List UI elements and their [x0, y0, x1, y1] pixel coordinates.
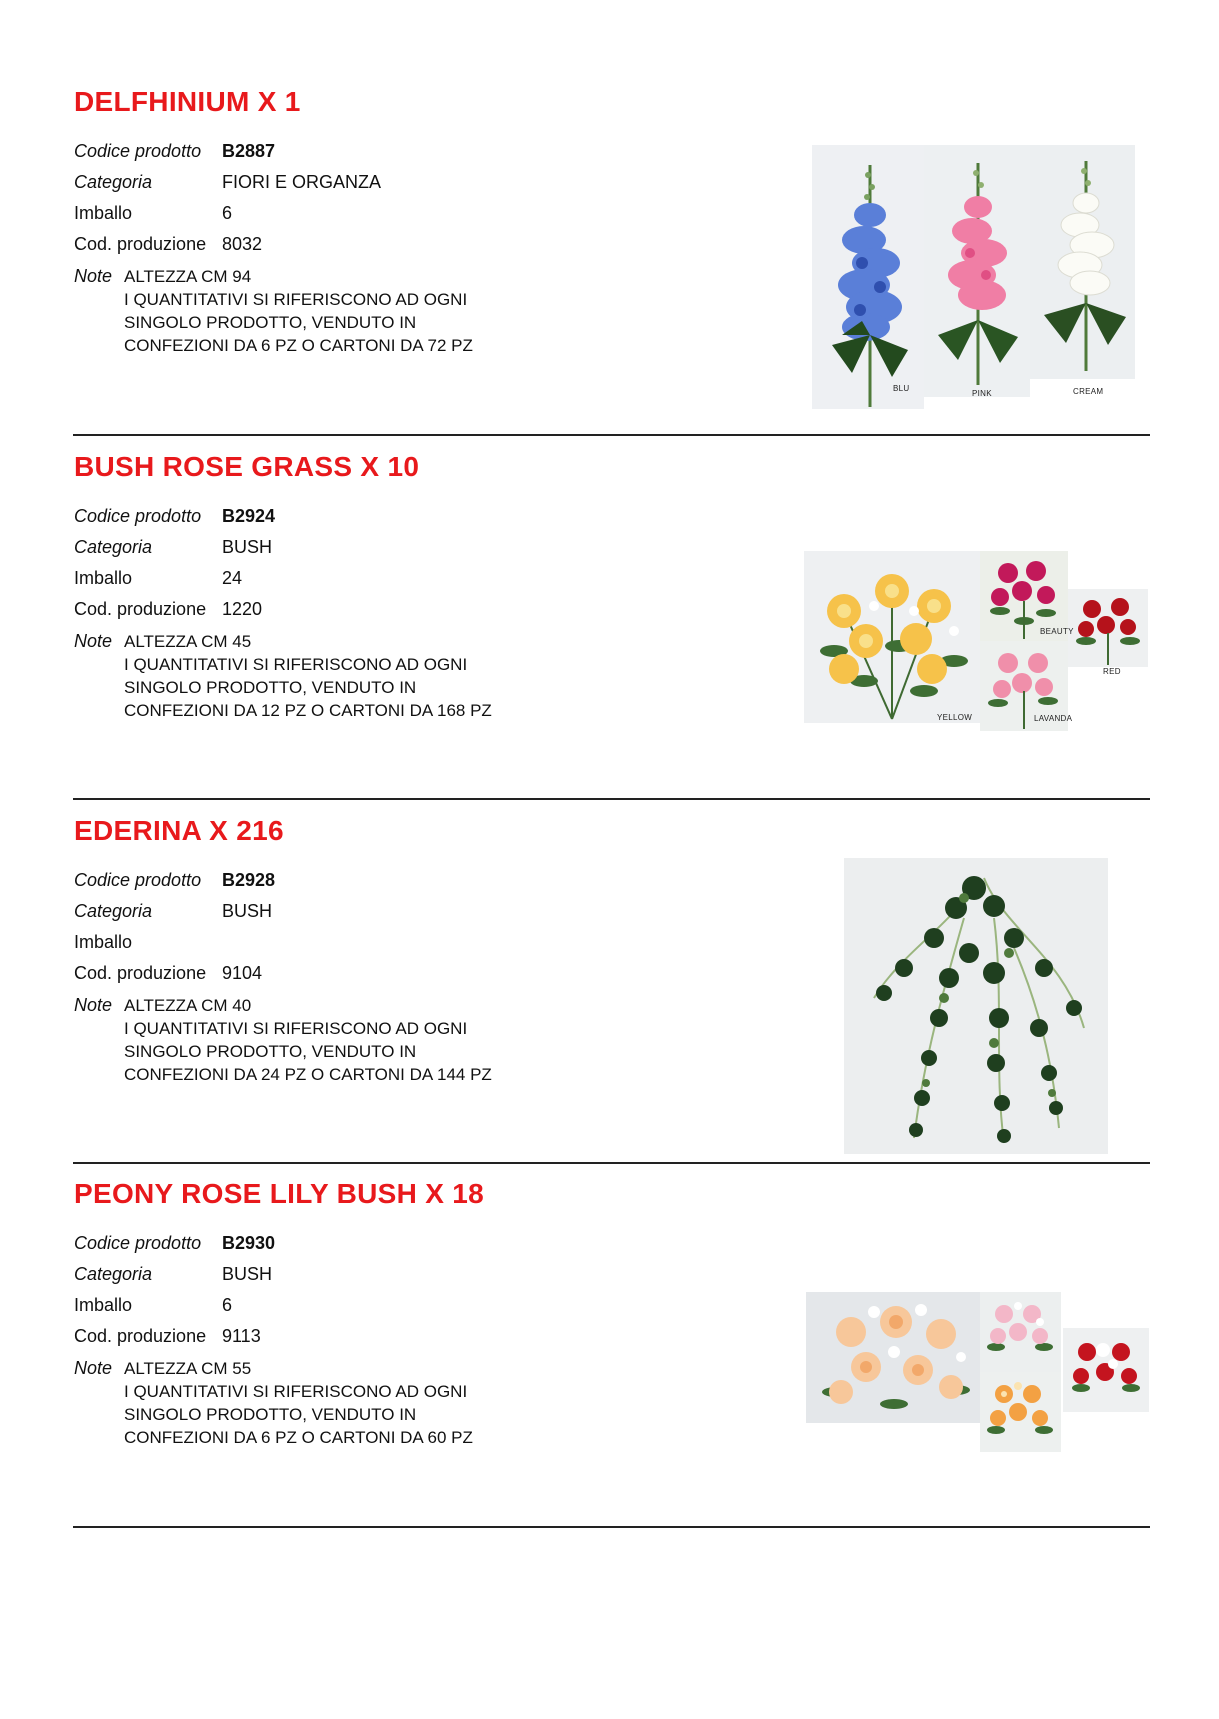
codice-label: Codice prodotto — [74, 141, 202, 161]
produzione-label: Cod. produzione — [74, 234, 207, 254]
categoria-label: Categoria — [74, 537, 153, 557]
note-line: ALTEZZA CM 40 — [124, 996, 252, 1015]
note-line: I QUANTITATIVI SI RIFERISCONO AD OGNI — [124, 1382, 468, 1401]
peony-photo-main — [806, 1292, 980, 1423]
imballo-label: Imballo — [74, 932, 133, 952]
caption-pink: PINK — [972, 389, 992, 398]
note-block — [74, 1357, 473, 1449]
imballo-value: 24 — [222, 568, 243, 588]
product-title: EDERINA X 216 — [74, 815, 284, 846]
imballo-label: Imballo — [74, 1295, 133, 1315]
codice-row — [74, 141, 275, 162]
product-title: DELFHINIUM X 1 — [74, 86, 301, 117]
note-block — [74, 265, 473, 357]
produzione-label: Cod. produzione — [74, 1326, 207, 1346]
note-line: I QUANTITATIVI SI RIFERISCONO AD OGNI — [124, 655, 468, 674]
note-label: Note — [74, 266, 113, 286]
codice-label: Codice prodotto — [74, 1233, 202, 1253]
note-line: I QUANTITATIVI SI RIFERISCONO AD OGNI — [124, 1019, 468, 1038]
codice-value: B2924 — [222, 506, 276, 526]
note-line: SINGOLO PRODOTTO, VENDUTO IN — [124, 1042, 417, 1061]
codice-row — [74, 870, 275, 891]
section-divider — [73, 434, 1150, 436]
categoria-row — [74, 537, 272, 558]
ederina-photo — [844, 858, 1108, 1154]
imballo-row — [74, 203, 232, 224]
delphinium-photo-pink — [924, 145, 1030, 397]
note-line: SINGOLO PRODOTTO, VENDUTO IN — [124, 1405, 417, 1424]
bush-rose-photo-red — [1068, 589, 1148, 667]
codice-value: B2887 — [222, 141, 276, 161]
codice-row — [74, 506, 275, 527]
categoria-label: Categoria — [74, 901, 153, 921]
note-line: CONFEZIONI DA 24 PZ O CARTONI DA 144 PZ — [124, 1065, 492, 1084]
note-line: SINGOLO PRODOTTO, VENDUTO IN — [124, 678, 417, 697]
caption-yellow: YELLOW — [937, 713, 973, 722]
note-line: SINGOLO PRODOTTO, VENDUTO IN — [124, 313, 417, 332]
product-title: PEONY ROSE LILY BUSH X 18 — [74, 1178, 485, 1209]
produzione-label: Cod. produzione — [74, 963, 207, 983]
imballo-value: 6 — [222, 1295, 233, 1315]
caption-beauty: BEAUTY — [1040, 627, 1074, 636]
note-line: CONFEZIONI DA 6 PZ O CARTONI DA 72 PZ — [124, 336, 473, 355]
section-divider — [73, 1162, 1150, 1164]
categoria-row — [74, 1264, 272, 1285]
note-line: I QUANTITATIVI SI RIFERISCONO AD OGNI — [124, 290, 468, 309]
caption-blu: BLU — [893, 384, 910, 393]
imballo-row — [74, 568, 242, 589]
note-label: Note — [74, 1358, 113, 1378]
section-divider — [73, 798, 1150, 800]
delphinium-photo-cream — [1030, 145, 1135, 379]
categoria-label: Categoria — [74, 1264, 153, 1284]
produzione-row — [74, 1326, 261, 1347]
note-line: ALTEZZA CM 45 — [124, 632, 252, 651]
categoria-value: BUSH — [222, 901, 273, 921]
codice-row — [74, 1233, 275, 1254]
codice-value: B2928 — [222, 870, 276, 890]
peony-photo-orange — [980, 1372, 1061, 1452]
produzione-value: 9113 — [222, 1326, 261, 1346]
delphinium-photo-blue — [812, 145, 924, 409]
produzione-row — [74, 234, 262, 255]
peony-photo-pink — [980, 1292, 1061, 1372]
imballo-value: 6 — [222, 203, 233, 223]
codice-label: Codice prodotto — [74, 506, 202, 526]
imballo-label: Imballo — [74, 568, 133, 588]
codice-value: B2930 — [222, 1233, 276, 1253]
produzione-label: Cod. produzione — [74, 599, 207, 619]
imballo-row — [74, 1295, 232, 1316]
categoria-label: Categoria — [74, 172, 153, 192]
note-line: CONFEZIONI DA 6 PZ O CARTONI DA 60 PZ — [124, 1428, 473, 1447]
note-label: Note — [74, 995, 113, 1015]
categoria-row — [74, 172, 381, 193]
caption-red: RED — [1103, 667, 1121, 676]
produzione-value: 1220 — [222, 599, 263, 619]
bush-rose-photo-yellow — [804, 551, 980, 723]
imballo-label: Imballo — [74, 203, 133, 223]
produzione-row — [74, 963, 262, 984]
note-line: ALTEZZA CM 55 — [124, 1359, 252, 1378]
categoria-value: BUSH — [222, 1264, 273, 1284]
section-divider — [73, 1526, 1150, 1528]
note-block — [74, 630, 492, 722]
product-title: BUSH ROSE GRASS X 10 — [74, 451, 420, 482]
caption-lavanda: LAVANDA — [1034, 714, 1073, 723]
categoria-value: FIORI E ORGANZA — [222, 172, 382, 192]
note-block — [74, 994, 492, 1086]
produzione-value: 9104 — [222, 963, 263, 983]
produzione-value: 8032 — [222, 234, 263, 254]
caption-cream: CREAM — [1073, 387, 1104, 396]
categoria-row — [74, 901, 272, 922]
categoria-value: BUSH — [222, 537, 273, 557]
note-label: Note — [74, 631, 113, 651]
note-line: ALTEZZA CM 94 — [124, 267, 252, 286]
note-line: CONFEZIONI DA 12 PZ O CARTONI DA 168 PZ — [124, 701, 492, 720]
peony-photo-red — [1063, 1328, 1149, 1412]
codice-label: Codice prodotto — [74, 870, 202, 890]
produzione-row — [74, 599, 262, 620]
imballo-row — [74, 932, 222, 953]
